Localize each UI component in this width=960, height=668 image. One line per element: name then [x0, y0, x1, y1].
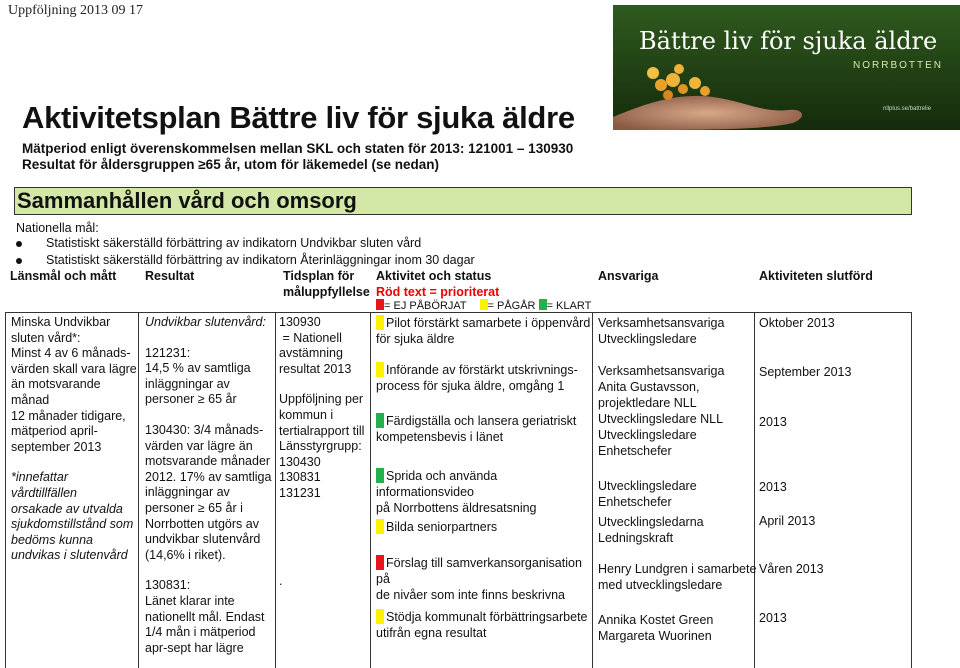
col-header-aktivitet: Aktivitet och status — [376, 269, 492, 283]
status-ongoing-marker — [376, 519, 384, 534]
banner-title: Bättre liv för sjuka äldre — [639, 27, 938, 55]
slutford-date: 2013 — [759, 480, 787, 494]
column-divider — [138, 312, 139, 668]
col-header-slutford: Aktiviteten slutförd — [759, 269, 873, 283]
ansvariga-entry: Verksamhetsansvariga Anita Gustavsson, projektledare NLL Utvecklingsledare NLL Utvecklingsledare Enhetschefer — [598, 364, 725, 458]
ansvariga-entry: Utvecklingsledare Enhetschefer — [598, 479, 697, 509]
activity-item: Införande av förstärkt utskrivnings- process för sjuka äldre, omgång 1 — [376, 363, 578, 393]
subtitle-age: Resultat för åldersgruppen ≥65 år, utom för läkemedel (se nedan) — [22, 157, 440, 172]
national-goals-label: Nationella mål: — [16, 221, 99, 235]
col-header-lansmal: Länsmål och mått — [10, 269, 117, 283]
green-status-swatch — [539, 299, 547, 310]
status-legend: = EJ PÅBÖRJAT = PÅGÅR = KLART — [376, 299, 591, 312]
activity-item: Färdigställa och lansera geriatriskt kompetensbevis i länet — [376, 414, 577, 444]
page-title: Aktivitetsplan Bättre liv för sjuka äldre — [22, 100, 575, 135]
bullet-icon — [16, 258, 22, 264]
slutford-date: 2013 — [759, 415, 787, 429]
status-done-marker — [376, 413, 384, 428]
status-ongoing-marker — [376, 362, 384, 377]
status-done-marker — [376, 468, 384, 483]
red-status-swatch — [376, 299, 384, 310]
status-not-started-marker — [376, 555, 384, 570]
subtitle-period: Mätperiod enligt överenskommelsen mellan SKL och staten för 2013: 121001 – 130930 — [22, 141, 574, 156]
section-title: Sammanhållen vård och omsorg — [17, 188, 357, 213]
banner-url: nllplus.se/battrelie — [883, 106, 932, 112]
column-divider — [275, 312, 276, 668]
header-date: Uppföljning 2013 09 17 — [8, 3, 143, 18]
col-header-tidsplan-2: måluppfyllelse — [283, 285, 370, 299]
priority-note: Röd text = prioriterat — [376, 285, 500, 299]
national-goal-1: Statistiskt säkerställd förbättring av indikatorn Undvikbar sluten vård — [16, 236, 616, 252]
yellow-status-swatch — [480, 299, 488, 310]
slutford-date: Oktober 2013 — [759, 316, 835, 330]
lansmal-cell: Minska Undvikbar sluten vård*: Minst 4 av 6 månads- värden skall vara lägre än motsvarande månad 12 månader tidigare, mätperiod april- september 2013 *innefattar vårdtillfällen orsakade av utvalda sjukdomstillstånd som bedöms kunna undvikas i slutenvård — [11, 315, 137, 563]
column-divider — [754, 312, 755, 668]
section-header — [14, 187, 912, 215]
col-header-resultat: Resultat — [145, 269, 195, 283]
national-goal-2: Statistiskt säkerställd förbättring av indikatorn Återinläggningar inom 30 dagar — [16, 253, 616, 269]
tidsplan-cell: 130930 = Nationell avstämning resultat 2013 Uppföljning per kommun i tertialrapport till Länsstyrgrupp: 130430 130831 131231 — [279, 315, 365, 500]
activity-item: Stödja kommunalt förbättringsarbete utifrån egna resultat — [376, 610, 588, 640]
activity-item: Pilot förstärkt samarbete i öppenvård för sjuka äldre — [376, 316, 591, 346]
column-divider — [592, 312, 593, 668]
tidsplan-dot: . — [279, 574, 283, 588]
slutford-date: April 2013 — [759, 514, 816, 528]
resultat-cell: Undvikbar slutenvård: 121231: 14,5 % av samtliga inläggningar av personer ≥ 65 år 130430: 3/4 månads- värden var lägre än motsvarande månader 2012. 17% av samtliga inläggningar av personer ≥ 65 år i Norrbotten utgörs av undvikbar slutenvård (14,6% i riket). 130831: Länet klarar inte nationellt mål. Endast 1/4 mån i mätperiod apr-sept har lägre — [145, 315, 272, 655]
ansvariga-entry: Annika Kostet Green Margareta Wuorinen — [598, 613, 714, 643]
slutford-date: September 2013 — [759, 365, 852, 379]
slutford-date: Våren 2013 — [759, 562, 824, 576]
table-border-right — [911, 312, 912, 668]
ansvariga-entry: Verksamhetsansvariga Utvecklingsledare — [598, 316, 725, 346]
banner-region: NORRBOTTEN — [853, 60, 943, 71]
status-ongoing-marker — [376, 315, 384, 330]
activity-item: Förslag till samverkansorganisation på de nivåer som inte finns beskrivna — [376, 556, 582, 602]
activity-item: Bilda seniorpartners — [376, 519, 591, 535]
table-divider — [5, 312, 912, 313]
ansvariga-entry: Henry Lundgren i samarbete med utvecklingsledare — [598, 562, 757, 592]
activity-item: Sprida och använda informationsvideo på Norrbottens äldresatsning — [376, 469, 537, 515]
col-header-tidsplan: Tidsplan för — [283, 269, 355, 283]
bullet-icon — [16, 241, 22, 247]
banner-image — [613, 5, 960, 130]
col-header-ansvariga: Ansvariga — [598, 269, 659, 283]
ansvariga-entry: Utvecklingsledarna Ledningskraft — [598, 515, 704, 545]
status-ongoing-marker — [376, 609, 384, 624]
table-border-left — [5, 312, 6, 668]
slutford-date: 2013 — [759, 611, 787, 625]
